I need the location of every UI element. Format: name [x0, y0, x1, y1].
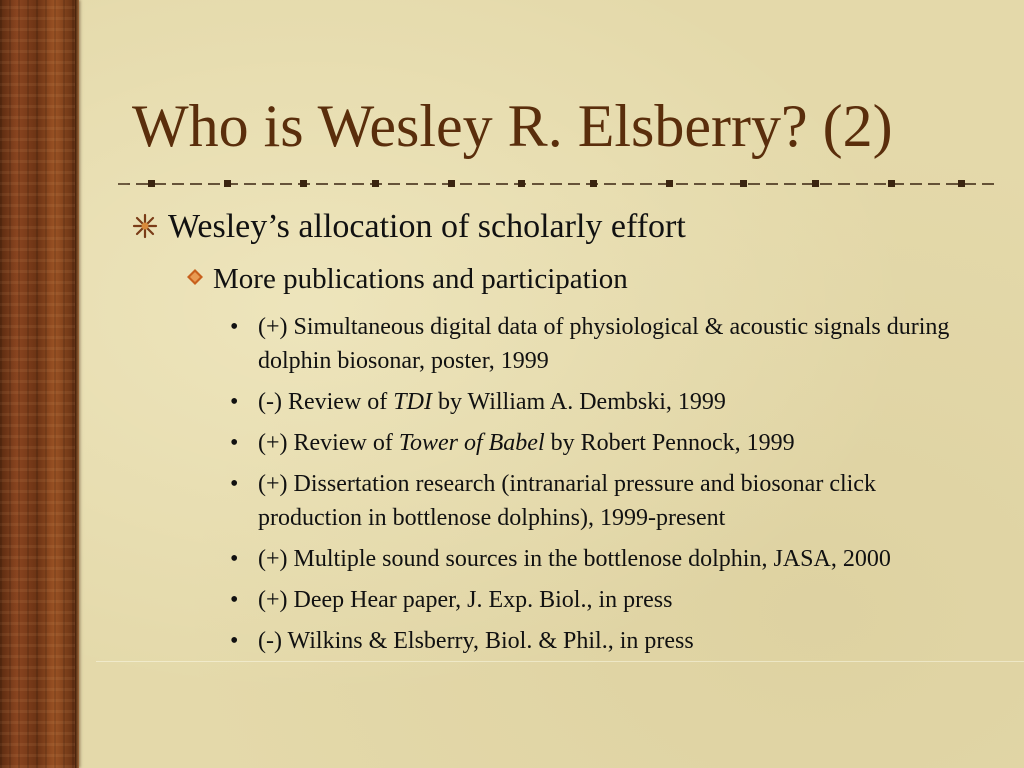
starburst-bullet-icon — [132, 213, 158, 239]
bullet-level-1 — [132, 208, 686, 246]
bullet-dot: • — [230, 587, 239, 613]
bullet-level-2-text: More publications and participation — [213, 263, 628, 295]
bullet-dot: • — [230, 628, 239, 654]
bullet-dot: • — [230, 546, 239, 572]
item-text: (+) Review of — [258, 430, 399, 456]
list-item — [226, 624, 966, 658]
list-item — [226, 467, 966, 535]
title-divider — [118, 176, 996, 192]
bullet-dot: • — [230, 471, 239, 497]
item-text: (+) Deep Hear paper, J. Exp. Biol., in press — [258, 587, 673, 613]
list-item — [226, 583, 966, 617]
wood-side-bar — [0, 0, 78, 768]
bullet-dot: • — [230, 430, 239, 456]
list-item — [226, 426, 966, 460]
list-item — [226, 385, 966, 419]
item-text: (+) Simultaneous digital data of physiological & acoustic signals during dolphin biosonar, poster, 1999 — [258, 314, 950, 374]
item-text: (-) Review of — [258, 389, 394, 415]
list-item — [226, 542, 966, 576]
slide-title: Who is Wesley R. Elsberry? (2) — [132, 93, 893, 159]
wood-edge — [75, 0, 79, 768]
list-item — [226, 310, 966, 378]
item-italic-title: Tower of Babel — [398, 430, 545, 456]
bullet-level-1-text: Wesley’s allocation of scholarly effort — [168, 208, 686, 245]
item-text-after: by William A. Dembski, 1999 — [431, 389, 726, 415]
item-text-after: by Robert Pennock, 1999 — [544, 430, 795, 456]
bullet-dot: • — [230, 314, 239, 340]
item-text: (-) Wilkins & Elsberry, Biol. & Phil., in press — [258, 628, 694, 654]
item-text: (+) Multiple sound sources in the bottlenose dolphin, JASA, 2000 — [258, 546, 891, 572]
item-text: (+) Dissertation research (intranarial pressure and biosonar click production in bottlenose dolphins), 1999-present — [258, 471, 876, 531]
bullet-level-2 — [186, 263, 628, 296]
diamond-bullet-icon — [186, 268, 204, 286]
bullet-dot: • — [230, 389, 239, 415]
publication-list — [226, 310, 966, 665]
item-italic-title: TDI — [393, 389, 432, 415]
